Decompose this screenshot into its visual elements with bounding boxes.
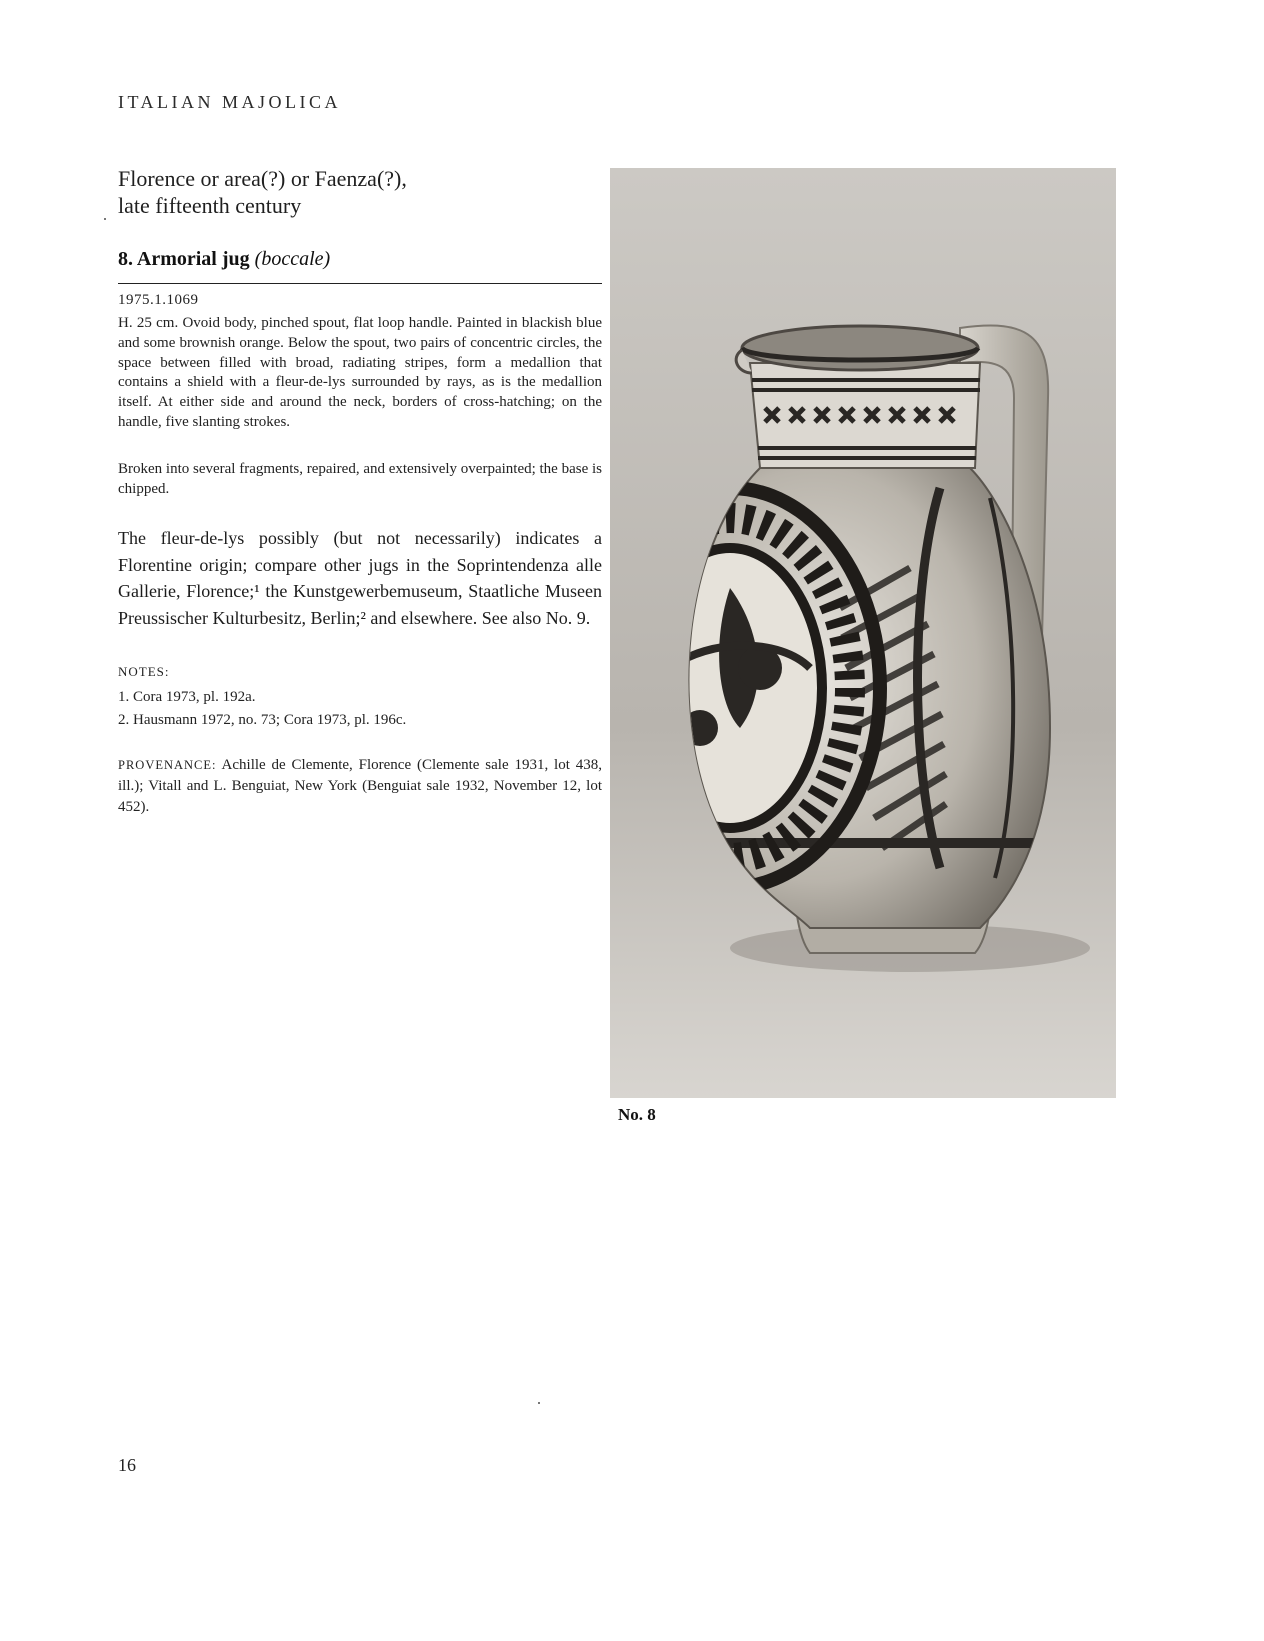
page-number: 16 [118, 1455, 136, 1475]
note-item: 1. Cora 1973, pl. 192a. [118, 689, 256, 705]
section-heading [118, 165, 588, 219]
speck [104, 218, 106, 220]
note-item: 2. Hausmann 1972, no. 73; Cora 1973, pl. 196c. [118, 712, 407, 728]
figure-caption: No. 8 [618, 1105, 656, 1124]
provenance [118, 755, 602, 818]
entry-title [118, 248, 598, 271]
heading-line-1: Florence or area(?) or Faenza(?), [118, 166, 407, 191]
provenance-text: Achille de Clemente, Florence (Clemente sale 1931, lot 438, ill.); Vitall and L. Benguiat, New York (Benguiat sale 1932, November 12, lot 452). [118, 757, 602, 815]
commentary: The fleur-de-lys possibly (but not necessarily) indicates a Florentine origin; compare other jugs in the Soprintendenza alle Gallerie, Florence;¹ the Kunstgewerbemuseum, Staatliche Museen Preussischer Kulturbesitz, Berlin;² and elsewhere. See also No. 9. [118, 528, 602, 628]
title-rule [118, 283, 602, 284]
provenance-label: PROVENANCE: [118, 758, 217, 772]
speck [538, 1402, 540, 1404]
entry-italic-title: (boccale) [254, 248, 331, 270]
entry-number-title: 8. Armorial jug [118, 248, 250, 270]
jug-photograph [610, 168, 1116, 1098]
running-head: ITALIAN MAJOLICA [118, 92, 342, 112]
accession-number: 1975.1.1069 [118, 292, 199, 308]
notes-heading: NOTES: [118, 664, 170, 679]
condition-note: Broken into several fragments, repaired, and extensively overpainted; the base is chipped. [118, 461, 602, 497]
notes-list [118, 686, 602, 732]
object-description: H. 25 cm. Ovoid body, pinched spout, flat loop handle. Painted in blackish blue and some brownish orange. Below the spout, two pairs of concentric circles, the space between filled with broad, radiating stripes, form a medallion that contains a shield with a fleur-de-lys surrounded by rays, as is the medallion itself. At either side and around the neck, borders of cross-hatching; on the handle, five slanting strokes. [118, 315, 602, 430]
heading-line-2: late fifteenth century [118, 193, 302, 218]
